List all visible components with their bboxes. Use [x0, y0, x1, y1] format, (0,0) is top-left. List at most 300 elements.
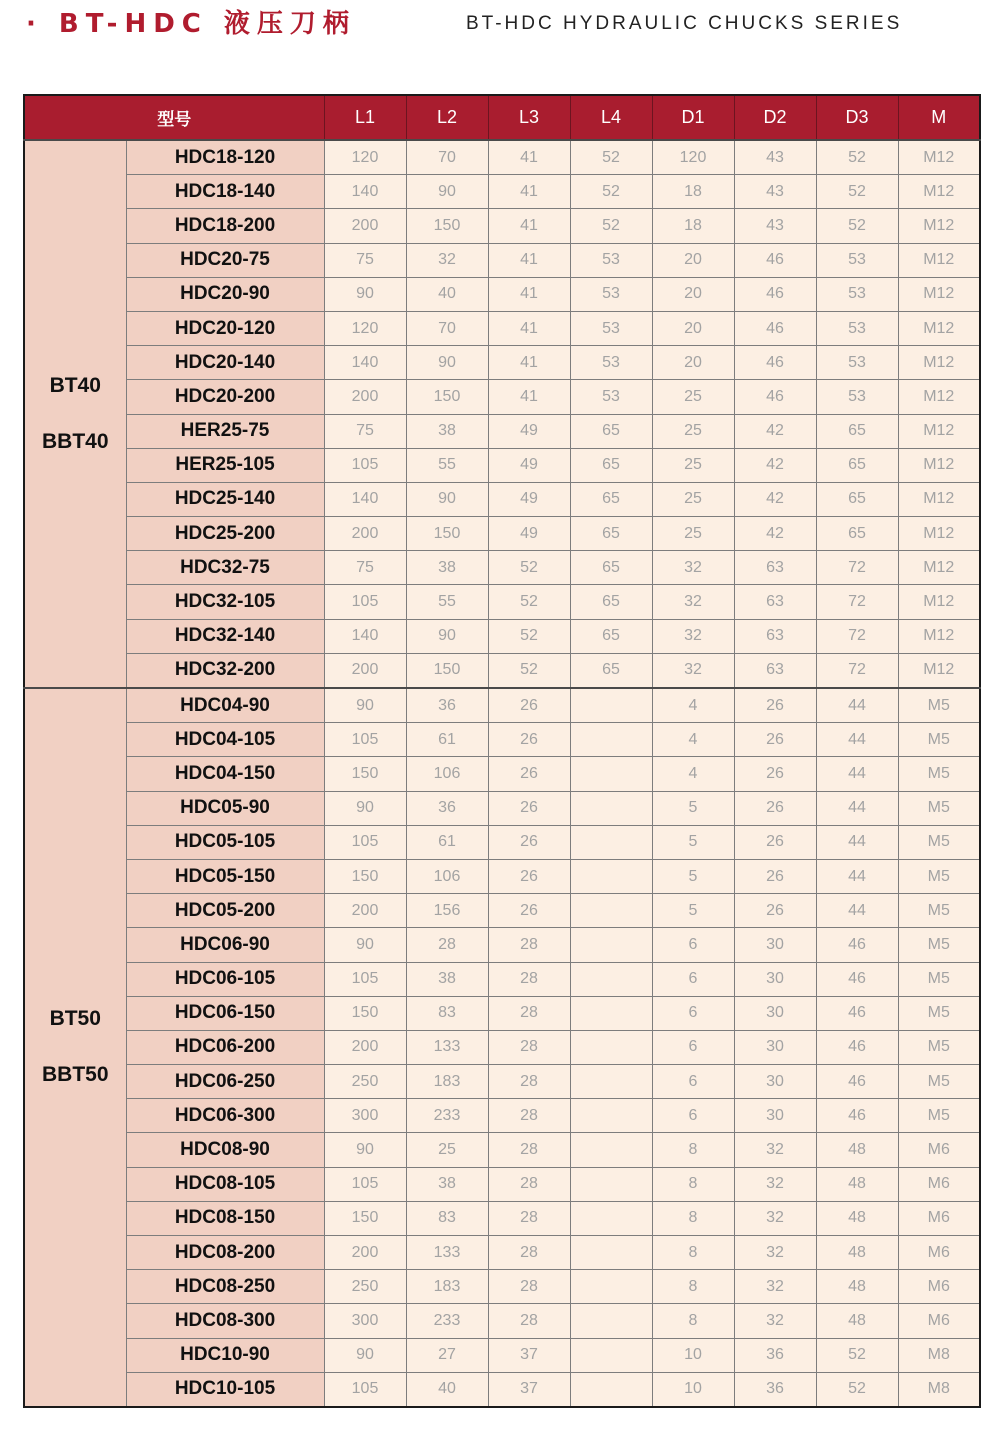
cell-model: HDC06-105	[126, 962, 324, 996]
cell-l4	[570, 928, 652, 962]
cell-model: HDC06-200	[126, 1030, 324, 1064]
cell-l2: 36	[406, 688, 488, 723]
cell-l2: 150	[406, 209, 488, 243]
cell-l4	[570, 1201, 652, 1235]
cell-m: M6	[898, 1236, 980, 1270]
cell-l1: 140	[324, 175, 406, 209]
cell-d1: 5	[652, 894, 734, 928]
cell-l3: 49	[488, 448, 570, 482]
cell-m: M6	[898, 1304, 980, 1338]
cell-d2: 30	[734, 1099, 816, 1133]
cell-d2: 32	[734, 1236, 816, 1270]
cell-l2: 150	[406, 380, 488, 414]
cell-m: M12	[898, 277, 980, 311]
cell-l3: 41	[488, 311, 570, 345]
cell-l3: 28	[488, 1201, 570, 1235]
cell-l1: 90	[324, 791, 406, 825]
cell-d2: 30	[734, 1030, 816, 1064]
cell-l4	[570, 1133, 652, 1167]
cell-l2: 133	[406, 1236, 488, 1270]
cell-model: HDC04-105	[126, 723, 324, 757]
column-header-d1: D1	[652, 95, 734, 140]
cell-l2: 27	[406, 1338, 488, 1372]
cell-l4: 65	[570, 619, 652, 653]
cell-model: HDC06-250	[126, 1065, 324, 1099]
cell-m: M12	[898, 448, 980, 482]
cell-l2: 55	[406, 585, 488, 619]
cell-l3: 41	[488, 209, 570, 243]
cell-l3: 37	[488, 1372, 570, 1407]
table-row	[24, 1030, 980, 1064]
column-header-l2: L2	[406, 95, 488, 140]
cell-l2: 55	[406, 448, 488, 482]
cell-l1: 105	[324, 723, 406, 757]
cell-l3: 28	[488, 1133, 570, 1167]
cell-l3: 41	[488, 140, 570, 175]
cell-l3: 41	[488, 380, 570, 414]
cell-l1: 200	[324, 894, 406, 928]
cell-m: M12	[898, 175, 980, 209]
cell-d2: 30	[734, 962, 816, 996]
cell-d3: 44	[816, 791, 898, 825]
table-row	[24, 209, 980, 243]
cell-model: HDC08-105	[126, 1167, 324, 1201]
cell-model: HDC20-140	[126, 346, 324, 380]
cell-l1: 200	[324, 1030, 406, 1064]
cell-model: HDC18-200	[126, 209, 324, 243]
cell-l2: 133	[406, 1030, 488, 1064]
cell-l4: 52	[570, 209, 652, 243]
cell-l1: 90	[324, 277, 406, 311]
cell-l1: 105	[324, 1167, 406, 1201]
cell-d1: 18	[652, 209, 734, 243]
cell-l3: 41	[488, 346, 570, 380]
table-row	[24, 825, 980, 859]
cell-model: HDC32-200	[126, 653, 324, 688]
cell-l4	[570, 688, 652, 723]
cell-d1: 25	[652, 448, 734, 482]
cell-l2: 70	[406, 140, 488, 175]
cell-l3: 28	[488, 1030, 570, 1064]
cell-d1: 25	[652, 414, 734, 448]
cell-m: M6	[898, 1167, 980, 1201]
cell-l4	[570, 791, 652, 825]
table-row	[24, 791, 980, 825]
cell-model: HDC10-90	[126, 1338, 324, 1372]
table-row	[24, 996, 980, 1030]
column-header-d3: D3	[816, 95, 898, 140]
cell-l3: 26	[488, 894, 570, 928]
cell-l1: 250	[324, 1270, 406, 1304]
cell-l3: 28	[488, 1065, 570, 1099]
table-row	[24, 1236, 980, 1270]
cell-m: M5	[898, 1065, 980, 1099]
cell-d1: 4	[652, 757, 734, 791]
cell-l2: 106	[406, 757, 488, 791]
cell-d3: 72	[816, 551, 898, 585]
table-row	[24, 723, 980, 757]
cell-d2: 26	[734, 894, 816, 928]
cell-l4: 53	[570, 243, 652, 277]
cell-model: HDC08-150	[126, 1201, 324, 1235]
group-cell	[24, 140, 126, 688]
cell-l3: 28	[488, 1270, 570, 1304]
table-row	[24, 277, 980, 311]
cell-l4: 52	[570, 140, 652, 175]
cell-d3: 53	[816, 311, 898, 345]
cell-l3: 49	[488, 414, 570, 448]
table-row	[24, 1133, 980, 1167]
cell-model: HDC06-150	[126, 996, 324, 1030]
cell-d1: 6	[652, 1065, 734, 1099]
cell-d3: 53	[816, 277, 898, 311]
cell-d2: 32	[734, 1270, 816, 1304]
cell-d2: 46	[734, 243, 816, 277]
cell-d2: 46	[734, 380, 816, 414]
cell-l1: 150	[324, 996, 406, 1030]
cell-d1: 32	[652, 653, 734, 688]
cell-l4	[570, 962, 652, 996]
cell-m: M5	[898, 757, 980, 791]
cell-l2: 90	[406, 175, 488, 209]
table-row	[24, 1270, 980, 1304]
cell-l1: 105	[324, 825, 406, 859]
cell-d3: 72	[816, 619, 898, 653]
table-row	[24, 551, 980, 585]
cell-l1: 120	[324, 140, 406, 175]
cell-d2: 42	[734, 448, 816, 482]
cell-model: HDC05-90	[126, 791, 324, 825]
table-row	[24, 1167, 980, 1201]
cell-m: M5	[898, 723, 980, 757]
cell-l3: 49	[488, 482, 570, 516]
cell-d2: 32	[734, 1201, 816, 1235]
cell-l4	[570, 1236, 652, 1270]
cell-l1: 140	[324, 482, 406, 516]
cell-d3: 52	[816, 140, 898, 175]
cell-d1: 6	[652, 1099, 734, 1133]
cell-l1: 90	[324, 1338, 406, 1372]
column-header-l3: L3	[488, 95, 570, 140]
cell-l1: 200	[324, 653, 406, 688]
cell-d2: 46	[734, 346, 816, 380]
cell-l4: 65	[570, 551, 652, 585]
table-row	[24, 243, 980, 277]
cell-l4	[570, 1270, 652, 1304]
cell-model: HDC18-120	[126, 140, 324, 175]
cell-model: HDC06-90	[126, 928, 324, 962]
cell-model: HDC32-105	[126, 585, 324, 619]
cell-l1: 200	[324, 1236, 406, 1270]
cell-d3: 53	[816, 380, 898, 414]
table-row	[24, 140, 980, 175]
cell-l3: 28	[488, 996, 570, 1030]
cell-l1: 300	[324, 1099, 406, 1133]
cell-d3: 52	[816, 209, 898, 243]
cell-l2: 106	[406, 859, 488, 893]
cell-m: M12	[898, 414, 980, 448]
cell-d2: 63	[734, 551, 816, 585]
group-label: BT40	[49, 374, 101, 397]
cell-d3: 53	[816, 243, 898, 277]
table-row	[24, 757, 980, 791]
cell-m: M6	[898, 1133, 980, 1167]
table-header-row	[24, 95, 980, 140]
cell-d2: 26	[734, 688, 816, 723]
cell-l1: 150	[324, 757, 406, 791]
cell-d1: 6	[652, 1030, 734, 1064]
cell-l4: 53	[570, 346, 652, 380]
table-row	[24, 380, 980, 414]
cell-l4	[570, 894, 652, 928]
cell-d2: 26	[734, 723, 816, 757]
cell-d1: 5	[652, 791, 734, 825]
cell-l4	[570, 825, 652, 859]
cell-l2: 28	[406, 928, 488, 962]
cell-model: HDC08-200	[126, 1236, 324, 1270]
cell-m: M6	[898, 1270, 980, 1304]
cell-l1: 140	[324, 346, 406, 380]
cell-d2: 43	[734, 140, 816, 175]
cell-l1: 120	[324, 311, 406, 345]
cell-m: M5	[898, 962, 980, 996]
cell-d3: 46	[816, 1099, 898, 1133]
cell-model: HDC20-90	[126, 277, 324, 311]
cell-d3: 52	[816, 1372, 898, 1407]
table-row	[24, 585, 980, 619]
cell-l4: 65	[570, 653, 652, 688]
cell-m: M12	[898, 482, 980, 516]
cell-d2: 26	[734, 825, 816, 859]
cell-d2: 63	[734, 619, 816, 653]
page-title-en: BT-HDC HYDRAULIC CHUCKS SERIES	[466, 13, 903, 34]
table-row	[24, 619, 980, 653]
table-body	[24, 140, 980, 1407]
cell-l1: 300	[324, 1304, 406, 1338]
table-row	[24, 1304, 980, 1338]
cell-l4	[570, 1065, 652, 1099]
cell-d2: 46	[734, 311, 816, 345]
cell-l3: 26	[488, 859, 570, 893]
cell-l3: 41	[488, 243, 570, 277]
cell-d1: 8	[652, 1201, 734, 1235]
table-row	[24, 346, 980, 380]
cell-l2: 25	[406, 1133, 488, 1167]
cell-l3: 28	[488, 962, 570, 996]
cell-l4: 53	[570, 277, 652, 311]
cell-l1: 200	[324, 517, 406, 551]
cell-d3: 48	[816, 1133, 898, 1167]
cell-l2: 61	[406, 825, 488, 859]
cell-l4: 65	[570, 585, 652, 619]
table-row	[24, 688, 980, 723]
cell-l1: 140	[324, 619, 406, 653]
cell-l2: 233	[406, 1304, 488, 1338]
column-header-model: 型号	[24, 95, 324, 140]
table-row	[24, 414, 980, 448]
cell-d1: 4	[652, 688, 734, 723]
cell-m: M5	[898, 825, 980, 859]
cell-d3: 72	[816, 585, 898, 619]
cell-d2: 46	[734, 277, 816, 311]
cell-l1: 150	[324, 859, 406, 893]
cell-d1: 6	[652, 962, 734, 996]
cell-m: M5	[898, 1099, 980, 1133]
cell-d3: 46	[816, 1065, 898, 1099]
cell-model: HDC05-105	[126, 825, 324, 859]
cell-d1: 20	[652, 311, 734, 345]
cell-d2: 32	[734, 1167, 816, 1201]
cell-l1: 105	[324, 1372, 406, 1407]
cell-model: HDC04-150	[126, 757, 324, 791]
cell-d3: 46	[816, 996, 898, 1030]
cell-d2: 26	[734, 757, 816, 791]
table-row	[24, 928, 980, 962]
cell-d3: 46	[816, 1030, 898, 1064]
cell-l4: 65	[570, 414, 652, 448]
cell-l2: 150	[406, 653, 488, 688]
cell-d1: 6	[652, 928, 734, 962]
cell-l2: 36	[406, 791, 488, 825]
cell-d1: 4	[652, 723, 734, 757]
cell-model: HDC10-105	[126, 1372, 324, 1407]
cell-l2: 83	[406, 1201, 488, 1235]
cell-l3: 52	[488, 653, 570, 688]
cell-d3: 65	[816, 482, 898, 516]
cell-m: M5	[898, 791, 980, 825]
cell-d3: 65	[816, 414, 898, 448]
cell-d1: 32	[652, 551, 734, 585]
cell-model: HDC32-140	[126, 619, 324, 653]
cell-model: HDC20-75	[126, 243, 324, 277]
cell-d1: 25	[652, 517, 734, 551]
table-row	[24, 962, 980, 996]
cell-d1: 20	[652, 277, 734, 311]
cell-d2: 30	[734, 928, 816, 962]
cell-d1: 5	[652, 859, 734, 893]
cell-l3: 52	[488, 619, 570, 653]
cell-model: HDC20-200	[126, 380, 324, 414]
table-row	[24, 311, 980, 345]
cell-model: HDC04-90	[126, 688, 324, 723]
cell-d3: 46	[816, 928, 898, 962]
cell-m: M12	[898, 140, 980, 175]
cell-l4	[570, 1372, 652, 1407]
cell-l1: 105	[324, 962, 406, 996]
cell-l2: 40	[406, 1372, 488, 1407]
cell-model: HER25-105	[126, 448, 324, 482]
cell-l3: 37	[488, 1338, 570, 1372]
cell-d1: 32	[652, 619, 734, 653]
cell-l4: 52	[570, 175, 652, 209]
cell-m: M5	[898, 859, 980, 893]
cell-m: M12	[898, 653, 980, 688]
cell-l2: 70	[406, 311, 488, 345]
group-label: BT50	[49, 1007, 101, 1031]
group-label: BBT40	[41, 430, 109, 453]
cell-l3: 28	[488, 1099, 570, 1133]
cell-d3: 44	[816, 757, 898, 791]
cell-d3: 72	[816, 653, 898, 688]
cell-m: M5	[898, 928, 980, 962]
cell-d2: 42	[734, 517, 816, 551]
cell-l2: 38	[406, 414, 488, 448]
cell-l4	[570, 1167, 652, 1201]
cell-l2: 156	[406, 894, 488, 928]
table-row	[24, 1372, 980, 1407]
cell-l1: 200	[324, 209, 406, 243]
cell-m: M12	[898, 209, 980, 243]
cell-d1: 6	[652, 996, 734, 1030]
cell-d2: 30	[734, 1065, 816, 1099]
cell-l1: 250	[324, 1065, 406, 1099]
cell-model: HDC18-140	[126, 175, 324, 209]
table-row	[24, 1201, 980, 1235]
cell-d3: 48	[816, 1236, 898, 1270]
cell-l3: 26	[488, 688, 570, 723]
table-row	[24, 894, 980, 928]
cell-d3: 65	[816, 517, 898, 551]
cell-model: HDC25-140	[126, 482, 324, 516]
cell-l3: 26	[488, 723, 570, 757]
cell-model: HDC20-120	[126, 311, 324, 345]
cell-l4	[570, 1030, 652, 1064]
cell-l2: 38	[406, 962, 488, 996]
cell-d2: 43	[734, 175, 816, 209]
cell-l2: 38	[406, 551, 488, 585]
cell-m: M12	[898, 619, 980, 653]
cell-d1: 25	[652, 482, 734, 516]
cell-d3: 48	[816, 1304, 898, 1338]
column-header-l4: L4	[570, 95, 652, 140]
cell-d1: 8	[652, 1270, 734, 1304]
cell-d1: 18	[652, 175, 734, 209]
cell-l3: 41	[488, 175, 570, 209]
spec-table	[23, 94, 981, 1408]
cell-d2: 26	[734, 791, 816, 825]
cell-d1: 10	[652, 1338, 734, 1372]
table-row	[24, 859, 980, 893]
cell-d1: 20	[652, 346, 734, 380]
cell-d3: 65	[816, 448, 898, 482]
cell-d1: 25	[652, 380, 734, 414]
cell-l2: 61	[406, 723, 488, 757]
table-row	[24, 1065, 980, 1099]
cell-d3: 52	[816, 175, 898, 209]
cell-d3: 48	[816, 1167, 898, 1201]
cell-m: M12	[898, 311, 980, 345]
cell-m: M8	[898, 1338, 980, 1372]
cell-m: M8	[898, 1372, 980, 1407]
page-title-cn: · BT-HDC 液压刀柄	[26, 9, 356, 39]
cell-l4: 53	[570, 380, 652, 414]
cell-m: M12	[898, 346, 980, 380]
cell-model: HDC08-300	[126, 1304, 324, 1338]
cell-l2: 90	[406, 346, 488, 380]
cell-l4	[570, 1099, 652, 1133]
group-label: BBT50	[41, 1063, 109, 1087]
cell-l3: 26	[488, 757, 570, 791]
cell-l2: 150	[406, 517, 488, 551]
cell-d2: 63	[734, 653, 816, 688]
cell-l2: 90	[406, 482, 488, 516]
cell-d2: 42	[734, 414, 816, 448]
cell-l3: 41	[488, 277, 570, 311]
cell-l3: 28	[488, 1304, 570, 1338]
cell-model: HDC06-300	[126, 1099, 324, 1133]
cell-l1: 75	[324, 551, 406, 585]
cell-l1: 75	[324, 243, 406, 277]
